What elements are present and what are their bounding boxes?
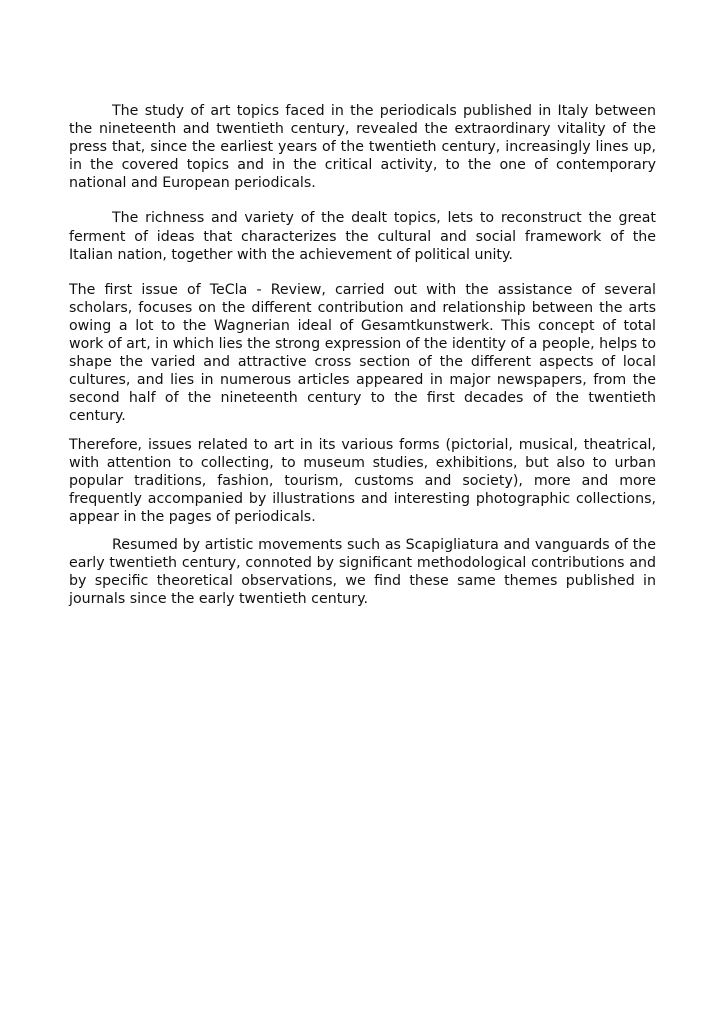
paragraph-1: The study of art topics faced in the periodicals published in Italy between the nineteenth and twentieth century, revealed the extraordinary vitality of the press that, since the earliest years of the twentieth century, increasingly lines up, in the covered topics and in the critical activity, to the one of contemporary national and European periodicals. xyxy=(69,103,656,192)
paragraph-5: Resumed by artistic movements such as Scapigliatura and vanguards of the early twentieth century, connoted by significant methodological contributions and by specific theoretical observations, we find these same themes published in journals since the early twentieth century. xyxy=(69,536,656,608)
paragraph-2: The richness and variety of the dealt topics, lets to reconstruct the great ferment of ideas that characterizes the cultural and social framework of the Italian nation, together with the achievement of political unity. xyxy=(69,210,656,263)
body-text xyxy=(69,102,656,608)
paragraph-3: The first issue of TeCla - Review, carried out with the assistance of several scholars, focuses on the different contribution and relationship between the arts owing a lot to the Wagnerian ideal of Gesamtkunstwerk. This concept of total work of art, in which lies the strong expression of the identity of a people, helps to shape the varied and attractive cross section of the different aspects of local cultures, and lies in numerous articles appeared in major newspapers, from the second half of the nineteenth century to the first decades of the twentieth century. xyxy=(69,281,656,425)
paragraph-4: Therefore, issues related to art in its various forms (pictorial, musical, theatrical, with attention to collecting, to museum studies, exhibitions, but also to urban popular traditions, fashion, tourism, customs and society), more and more frequently accompanied by illustrations and interesting photographic collections, appear in the pages of periodicals. xyxy=(69,436,656,525)
